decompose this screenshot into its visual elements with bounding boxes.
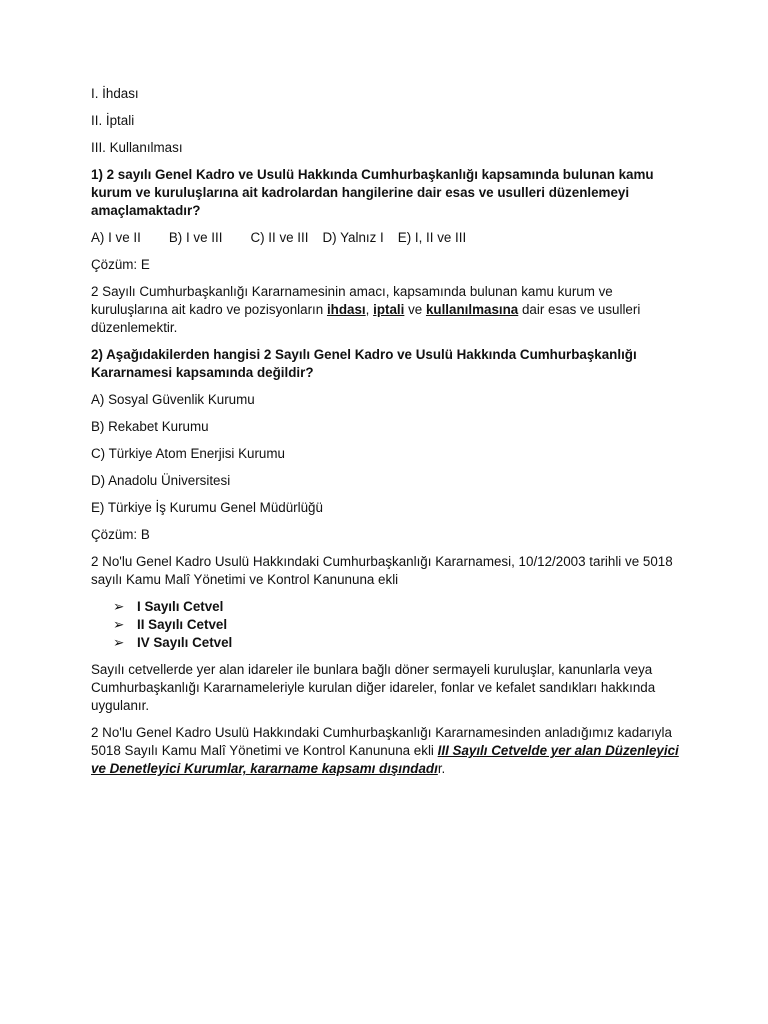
question-1-solution: Çözüm: E xyxy=(91,257,150,272)
q1-option-a: A) I ve II xyxy=(91,230,141,245)
list-item-label: I Sayılı Cetvel xyxy=(137,599,224,614)
question-2: 2) Aşağıdakilerden hangisi 2 Sayılı Genel Kadro ve Usulü Hakkında Cumhurbaşkanlığı Kararnamesi kapsamında değildir? xyxy=(91,347,637,380)
question-1-options xyxy=(91,229,681,247)
list-item xyxy=(113,634,681,652)
q1-option-c: C) II ve III xyxy=(250,230,309,245)
list-item xyxy=(113,616,681,634)
question-2-explanation-2: Sayılı cetvellerde yer alan idareler ile bunlara bağlı döner sermayeli kuruluşlar, kanunlarla veya Cumhurbaşkanlığı Kararnameleriyle kurulan diğer idareler, fonlar ve kefalet sandıkları hakkında uygulanır. xyxy=(91,662,656,713)
intro-item-2: II. İptali xyxy=(91,113,135,128)
q1-explanation-text: 2 Sayılı Cumhurbaşkanlığı Kararnamesinin amacı, kapsamında bulunan kamu kurum ve kuruluşlarına ait kadro ve pozisyonların xyxy=(91,284,613,317)
question-2-explanation-intro: 2 No'lu Genel Kadro Usulü Hakkındaki Cumhurbaşkanlığı Kararnamesi, 10/12/2003 tarihli ve 5018 sayılı Kamu Malî Yönetimi ve Kontrol Kanununa ekli xyxy=(91,554,673,587)
q2-option-b: B) Rekabet Kurumu xyxy=(91,419,209,434)
conclusion-text: 2 No'lu Genel Kadro Usulü Hakkındaki Cumhurbaşkanlığı Kararnamesinden anladığımız kadarıyla 5018 Sayılı Kamu Malî Yönetimi ve Kontrol Kanununa ekli xyxy=(91,725,672,758)
q1-option-e: E) I, II ve III xyxy=(397,230,467,245)
question-1: 1) 2 sayılı Genel Kadro ve Usulü Hakkında Cumhurbaşkanlığı kapsamında bulunan kamu kurum ve kuruluşlarına ait kadrolardan hangilerine dair esas ve usulleri düzenlemeyi amaçlamaktadır? xyxy=(91,167,654,218)
list-item-label: IV Sayılı Cetvel xyxy=(137,635,233,650)
question-2-solution: Çözüm: B xyxy=(91,527,150,542)
q1-option-d: D) Yalnız I xyxy=(322,230,384,245)
document-body xyxy=(91,85,681,787)
q1-comma: , xyxy=(365,302,374,317)
q1-term-ihdasi: ihdası xyxy=(326,302,366,317)
conclusion-emphasis: III Sayılı Cetvelde yer alan Düzenleyici ve Denetleyici Kurumlar, kararname kapsamı dışındadı xyxy=(91,743,679,776)
q1-explanation-end: dair esas ve usulleri düzenlemektir. xyxy=(91,302,641,335)
q1-conjunction: ve xyxy=(404,302,426,317)
arrow-bullet-icon: ➢ xyxy=(113,599,125,614)
arrow-bullet-icon: ➢ xyxy=(113,635,125,650)
arrow-bullet-icon: ➢ xyxy=(113,617,125,632)
list-item-label: II Sayılı Cetvel xyxy=(137,617,228,632)
q1-term-iptali: iptali xyxy=(373,302,405,317)
q1-option-b: B) I ve III xyxy=(168,230,223,245)
q2-option-e: E) Türkiye İş Kurumu Genel Müdürlüğü xyxy=(91,500,323,515)
cetvel-list xyxy=(91,598,681,652)
list-item xyxy=(113,598,681,616)
q2-option-c: C) Türkiye Atom Enerjisi Kurumu xyxy=(91,446,285,461)
question-1-explanation xyxy=(91,283,681,337)
question-2-conclusion xyxy=(91,724,681,778)
intro-item-3: III. Kullanılması xyxy=(91,140,183,155)
q1-term-kullanilmasina: kullanılmasına xyxy=(425,302,519,317)
q2-option-a: A) Sosyal Güvenlik Kurumu xyxy=(91,392,255,407)
q2-option-d: D) Anadolu Üniversitesi xyxy=(91,473,231,488)
conclusion-tail: r. xyxy=(437,761,446,776)
intro-item-1: I. İhdası xyxy=(91,86,139,101)
